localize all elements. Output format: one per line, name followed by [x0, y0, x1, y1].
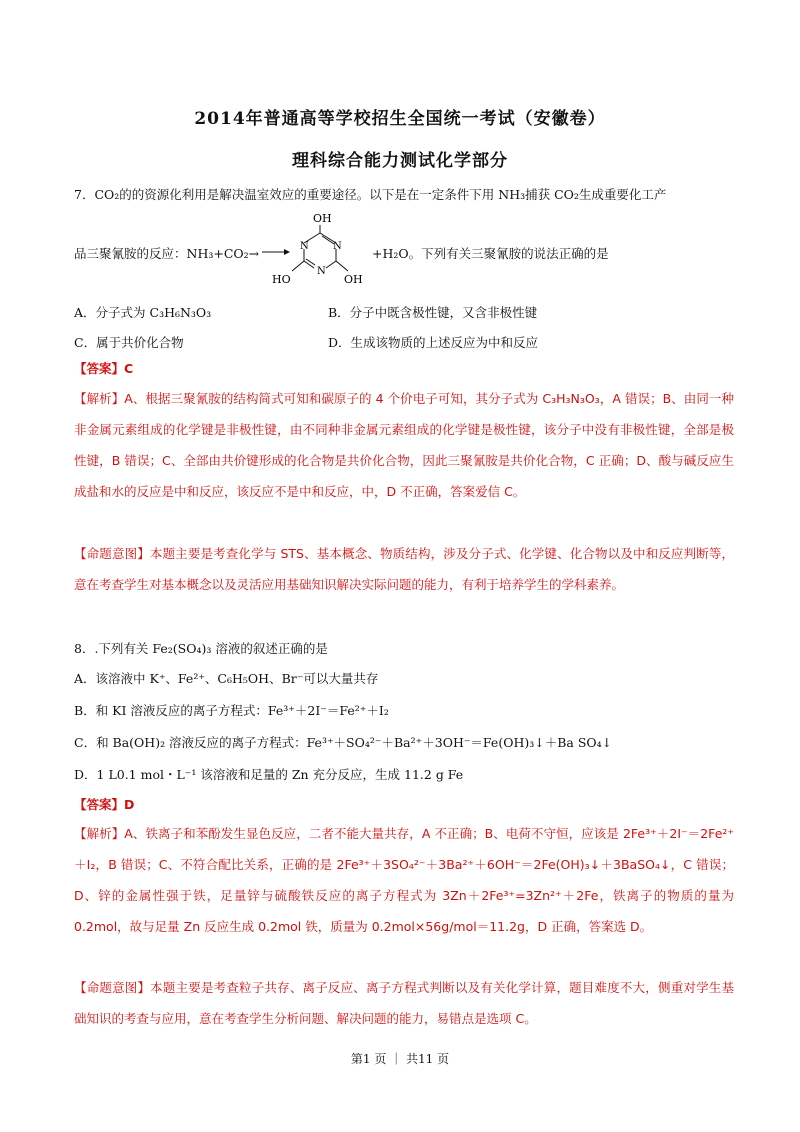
q7-option-b: B．分子中既含极性键，又含非极性键 — [328, 305, 538, 320]
q7-option-c: C．属于共价化合物 — [74, 335, 184, 350]
q8-option-b: B．和 KI 溶液反应的离子方程式：Fe³⁺＋2I⁻＝Fe²⁺＋I₂ — [74, 703, 389, 718]
page-footer: 第1 页 ｜ 共11 页 — [350, 1052, 450, 1066]
q7-stem-line2-right: +H₂O。下列有关三聚氰胺的说法正确的是 — [372, 246, 609, 261]
q7-intent: 【命题意图】本题主要是考查化学与 STS、基本概念、物质结构，涉及分子式、化学键、化合物以及中和反应判断等，意在考查学生对基本概念以及灵活应用基础知识解决实际问题的能力，有利于培养学生的学科素养。 — [74, 546, 734, 592]
q8-intent: 【命题意图】本题主要是考查粒子共存、离子反应、离子方程式判断以及有关化学计算，题目难度不大，侧重对学生基础知识的考查与应用，意在考查学生分析问题、解决问题的能力，易错点是选项 C。 — [74, 980, 734, 1026]
n-left: N — [300, 241, 309, 252]
q7-option-d: D．生成该物质的上述反应为中和反应 — [328, 335, 539, 350]
q8-stem: 8．.下列有关 Fe₂(SO₄)₃ 溶液的叙述正确的是 — [74, 641, 328, 656]
oh-top: OH — [313, 212, 332, 225]
ho-left: HO — [272, 273, 291, 286]
n-bottom: N — [317, 266, 326, 277]
exam-title: 2014年普通高等学校招生全国统一考试（安徽卷） — [194, 109, 606, 129]
exam-subtitle: 理科综合能力测试化学部分 — [292, 151, 508, 171]
q7-analysis: 【解析】A、根据三聚氰胺的结构简式可知和碳原子的 4 个价电子可知，其分子式为 C₃H₃N₃O₃，A 错误；B、由同一种非金属元素组成的化学键是非极性键，由不同种非金属元素组成的化学键是极性键，该分子中没有非极性键，全部是极性键，B 错误；C、全部由共价键形成的化合物是共价化合物，因此三聚氰胺是共价化合物，C 正确；D、酸与碱反应生成盐和水的反应是中和反应，该反应不是中和反应，中，D 不正确，答案爱信 C。 — [74, 391, 734, 499]
q8-analysis: 【解析】A、铁离子和苯酚发生显色反应，二者不能大量共存，A 不正确；B、电荷不守恒，应该是 2Fe³⁺＋2I⁻＝2Fe²⁺＋I₂，B 错误；C、不符合配比关系，正确的是 2Fe³⁺＋3SO₄²⁻＋3Ba²⁺＋6OH⁻＝2Fe(OH)₃↓＋3BaSO₄↓，C 错误；D、锌的金属性强于铁，足量锌与硫酸铁反应的离子方程式为 3Zn＋2Fe³⁺=3Zn²⁺＋2Fe，铁离子的物质的量为 0.2mol，故与足量 Zn 反应生成 0.2mol 铁，质量为 0.2mol×56g/mol＝11.2g，D 正确，答案选 D。 — [74, 826, 734, 934]
q8-option-a: A．该溶液中 K⁺、Fe²⁺、C₆H₅OH、Br⁻可以大量共存 — [74, 671, 379, 686]
oh-right: OH — [344, 273, 363, 286]
q7-stem-line1: 7．CO₂的的资源化利用是解决温室效应的重要途径。以下是在一定条件下用 NH₃捕获 CO₂生成重要化工产 — [74, 187, 667, 202]
q8-answer: 【答案】D — [74, 797, 135, 812]
q8-option-c: C．和 Ba(OH)₂ 溶液反应的离子方程式：Fe³⁺＋SO₄²⁻＋Ba²⁺＋3OH⁻＝Fe(OH)₃↓＋Ba SO₄↓ — [74, 735, 613, 750]
triazine-structure — [258, 205, 370, 293]
n-right: N — [333, 241, 342, 252]
q7-answer: 【答案】C — [74, 361, 134, 376]
q7-stem-line2-left: 品三聚氰胺的反应：NH₃+CO₂→ — [74, 246, 260, 261]
q7-option-a: A．分子式为 C₃H₆N₃O₃ — [74, 305, 212, 320]
q8-option-d: D．1 L0.1 mol・L⁻¹ 该溶液和足量的 Zn 充分反应，生成 11.2 g Fe — [74, 767, 464, 782]
